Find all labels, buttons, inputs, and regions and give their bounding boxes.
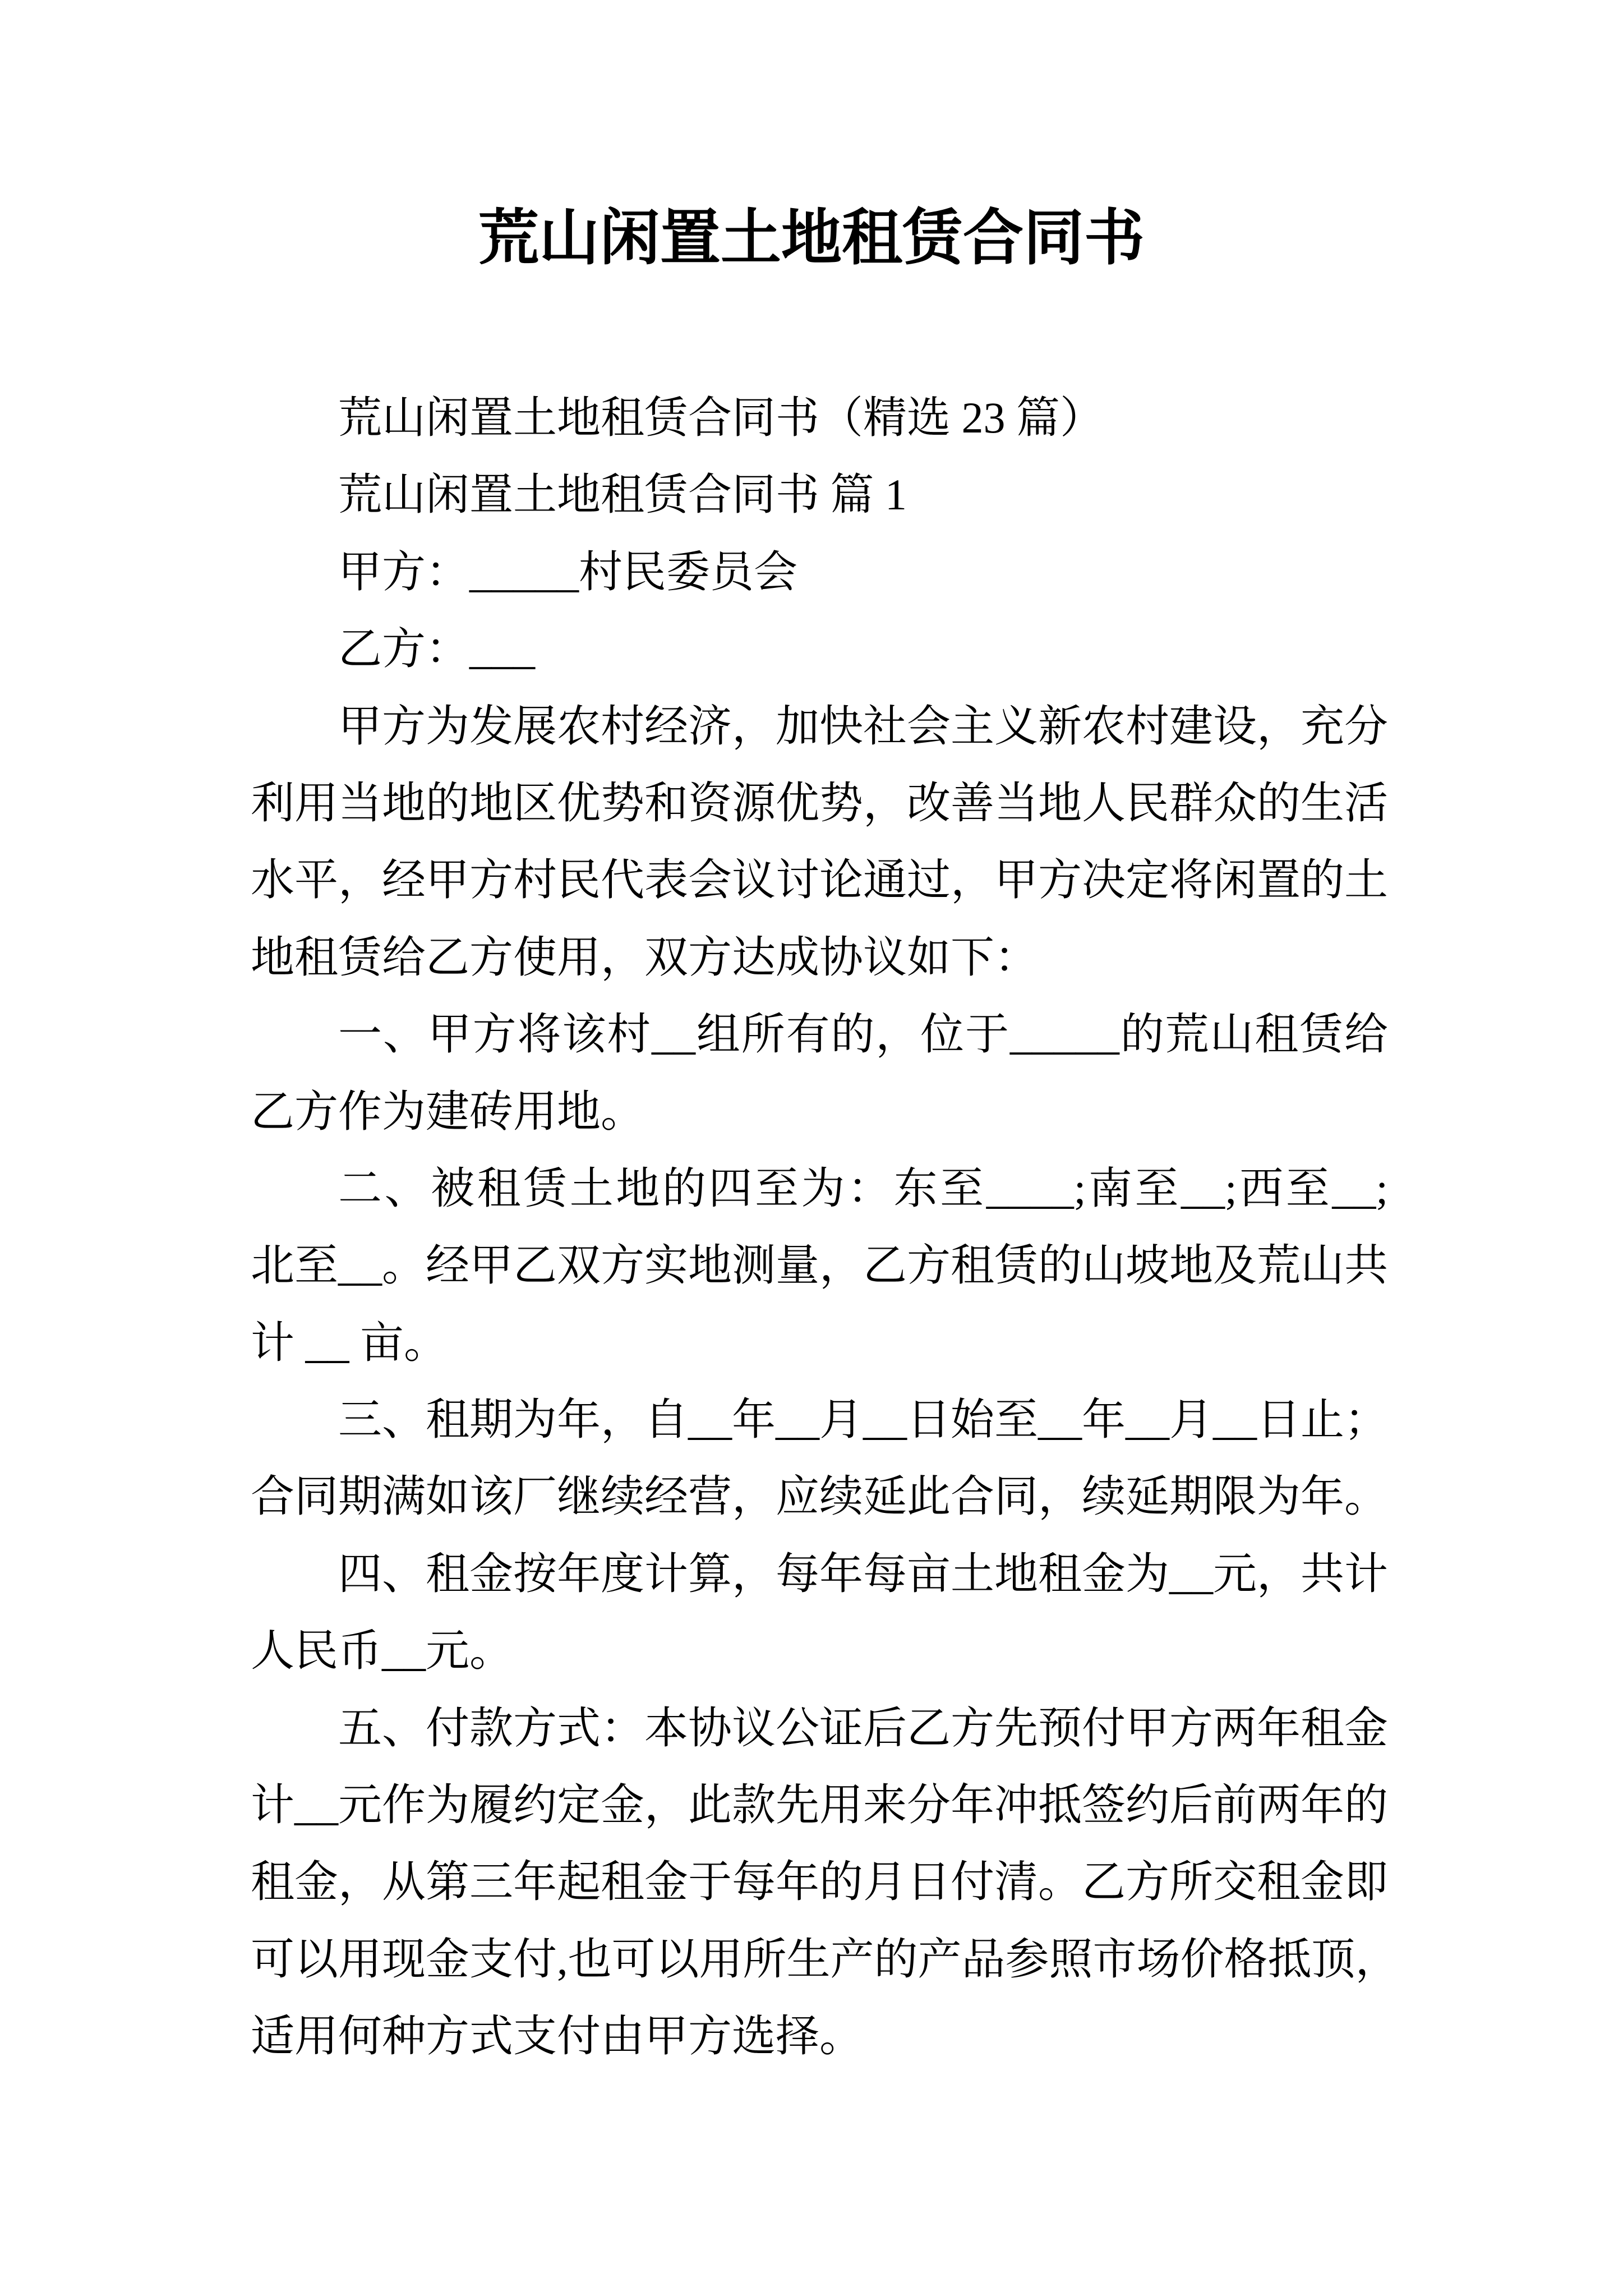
- party-a-line: 甲方：_____村民委员会: [338, 547, 798, 596]
- document-title: 荒山闲置土地租赁合同书: [478, 205, 1145, 272]
- paragraph-line: 甲方为发展农村经济，加快社会主义新农村建设，充分: [338, 701, 1389, 751]
- paragraph-line: 可以用现金支付,也可以用所生产的产品参照市场价格抵顶，: [251, 1934, 1399, 1984]
- paragraph-line: 计__元作为履约定金，此款先用来分年冲抵签约后前两年的: [251, 1780, 1389, 1830]
- paragraph-line: 四、租金按年度计算，每年每亩土地租金为__元，共计: [338, 1549, 1389, 1598]
- paragraph-line: 地租赁给乙方使用，双方达成协议如下：: [251, 932, 1039, 982]
- clause-paragraph: [251, 1690, 1399, 2075]
- contract-heading: 荒山闲置土地租赁合同书 篇 1: [338, 470, 907, 519]
- paragraph-line: 适用何种方式支付由甲方选择。: [251, 2012, 864, 2061]
- paragraph-line: 合同期满如该厂继续经营，应续延此合同，续延期限为年。: [251, 1472, 1389, 1521]
- paragraph-line: 人民币__元。: [251, 1626, 514, 1676]
- paragraph-line: 三、租期为年，自__年__月__日始至__年__月__日止；: [338, 1395, 1389, 1444]
- clause-paragraph: [251, 1535, 1388, 1690]
- document-body: [251, 379, 1399, 2075]
- preamble-paragraph: [251, 688, 1388, 996]
- clause-paragraph: [251, 1150, 1388, 1381]
- paragraph-line: 水平，经甲方村民代表会议讨论通过，甲方决定将闲置的土: [251, 855, 1389, 905]
- paragraph-line: 北至__。经甲乙双方实地测量，乙方租赁的山坡地及荒山共: [251, 1241, 1389, 1290]
- paragraph-line: 租金，从第三年起租金于每年的月日付清。乙方所交租金即: [251, 1857, 1389, 1907]
- clause-paragraph: [251, 1381, 1388, 1535]
- paragraph-line: 利用当地的地区优势和资源优势，改善当地人民群众的生活: [251, 778, 1389, 827]
- paragraph-line: 乙方作为建砖用地。: [251, 1087, 645, 1136]
- paragraph-line: 五、付款方式：本协议公证后乙方先预付甲方两年租金: [338, 1703, 1389, 1752]
- paragraph-line: 二、被租赁土地的四至为：东至____;南至__;西至__;: [338, 1163, 1388, 1213]
- paragraph-line: 计 __ 亩。: [251, 1318, 448, 1367]
- paragraph-line: 一、甲方将该村__组所有的，位于_____的荒山租赁给: [338, 1010, 1388, 1059]
- party-b-line: 乙方：___: [338, 624, 536, 674]
- collection-heading: 荒山闲置土地租赁合同书（精选 23 篇）: [338, 393, 1104, 442]
- clause-paragraph: [251, 996, 1388, 1150]
